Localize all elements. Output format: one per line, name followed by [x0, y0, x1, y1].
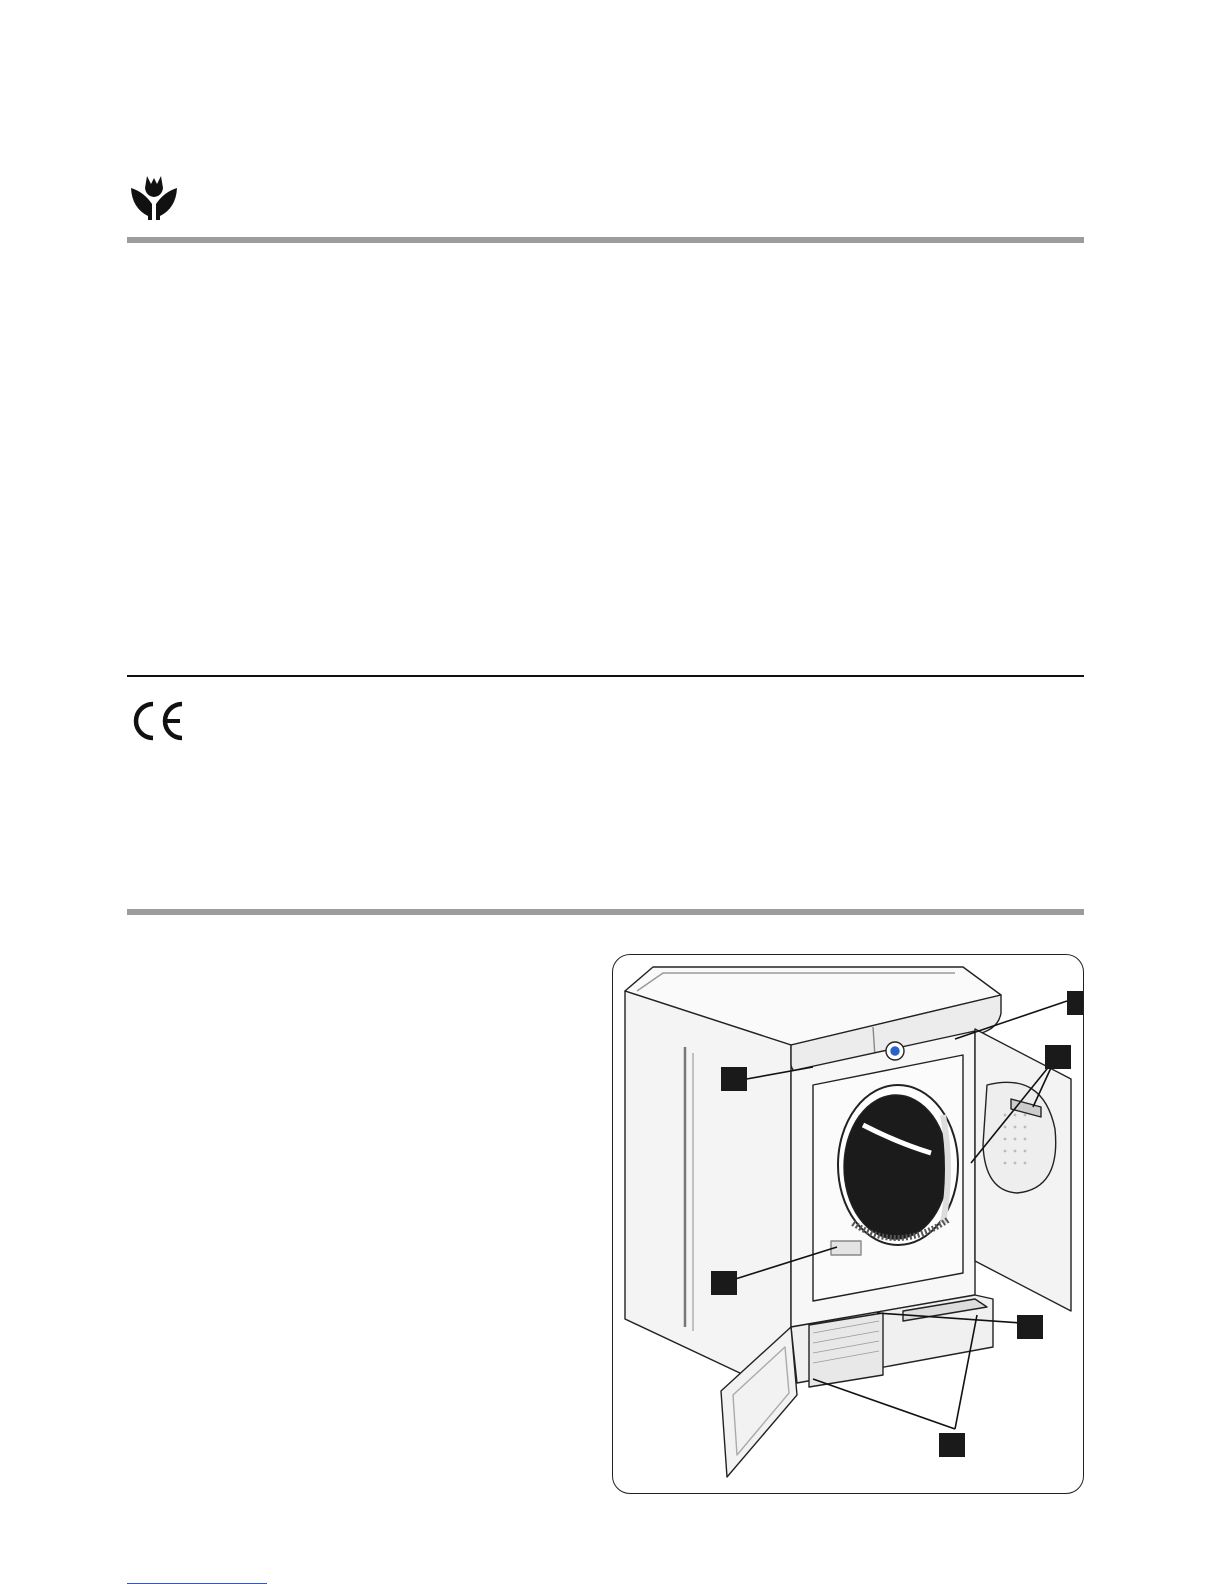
callout-square [1045, 1045, 1071, 1069]
callout-square [711, 1271, 737, 1295]
section-divider-middle [127, 675, 1084, 677]
ce-mark-icon [130, 700, 186, 742]
callout-square [939, 1433, 965, 1457]
callout-square [721, 1067, 747, 1091]
section-divider-top [127, 237, 1084, 243]
section-divider-bottom [127, 909, 1084, 915]
callout-square [1017, 1315, 1043, 1339]
dryer-figure [612, 954, 1084, 1494]
callout-square [1067, 991, 1083, 1015]
dryer-illustration [613, 955, 1083, 1493]
tulip-environment-icon [130, 174, 178, 220]
